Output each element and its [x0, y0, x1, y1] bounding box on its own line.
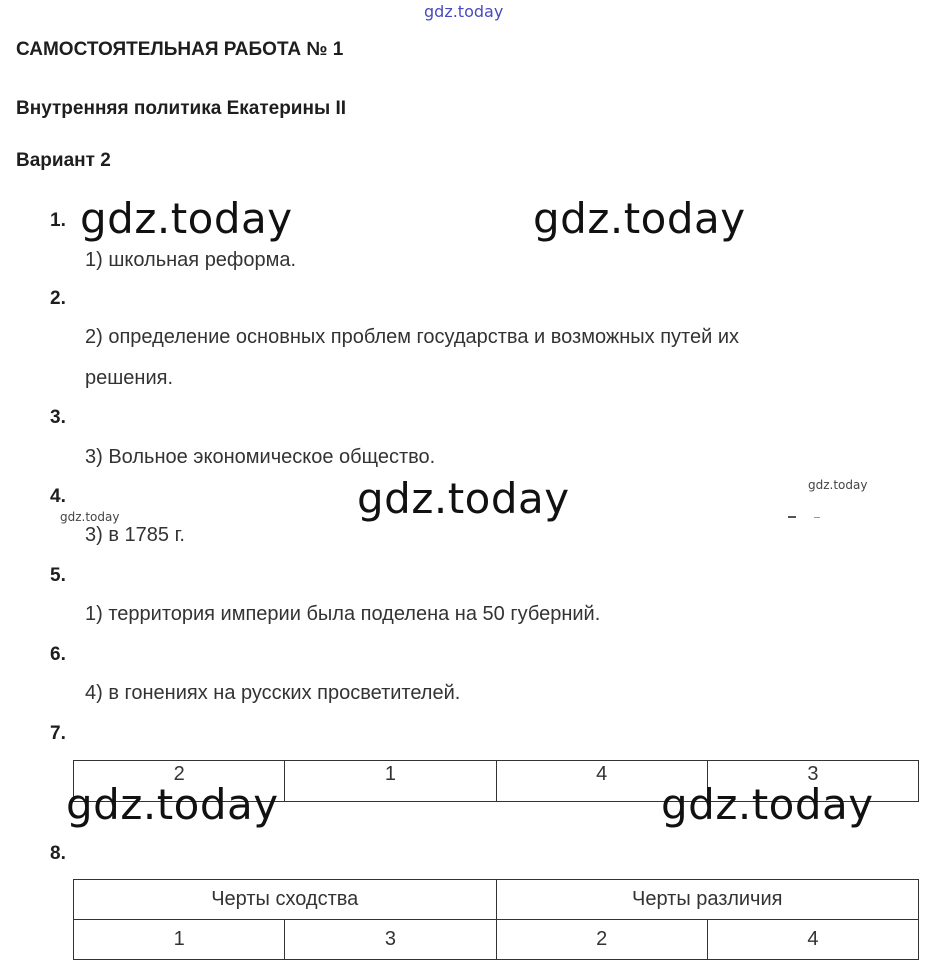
table-8-header-similarities: Черты сходства	[74, 880, 497, 920]
watermark: gdz.today	[66, 780, 279, 829]
stray-mark	[788, 516, 796, 518]
table-8-cell: 3	[285, 920, 496, 960]
table-7-cell: 2	[74, 761, 285, 802]
question-number-2: 2.	[50, 288, 66, 309]
table-7-cell: 4	[496, 761, 707, 802]
question-number-5: 5.	[50, 565, 66, 586]
watermark: gdz.today	[357, 474, 570, 523]
table-8-cell: 2	[496, 920, 707, 960]
answer-3: 3) Вольное экономическое общество.	[85, 446, 436, 468]
question-number-4: 4.	[50, 486, 66, 507]
question-number-1: 1.	[50, 210, 66, 231]
watermark-small: gdz.today	[60, 510, 120, 524]
table-7-cell: 3	[707, 761, 918, 802]
table-8-header-differences: Черты различия	[496, 880, 919, 920]
watermark: gdz.today	[661, 780, 874, 829]
watermark: gdz.today	[533, 194, 746, 243]
question-number-6: 6.	[50, 644, 66, 665]
watermark-small: gdz.today	[808, 478, 868, 492]
answer-6: 4) в гонениях на русских просветителей.	[85, 682, 461, 704]
question-number-7: 7.	[50, 723, 66, 744]
watermark: gdz.today	[80, 194, 293, 243]
variant-label: Вариант 2	[16, 150, 111, 171]
table-8-cell: 1	[74, 920, 285, 960]
watermark-top: gdz.today	[424, 2, 504, 21]
page-title: САМОСТОЯТЕЛЬНАЯ РАБОТА № 1	[16, 39, 344, 60]
question-number-3: 3.	[50, 407, 66, 428]
answer-2-line-1: 2) определение основных проблем государства и возможных путей их	[85, 326, 740, 348]
question-number-8: 8.	[50, 843, 66, 864]
page-subtitle: Внутренняя политика Екатерины II	[16, 98, 347, 119]
answer-4: 3) в 1785 г.	[85, 524, 185, 546]
answer-2-line-2: решения.	[85, 367, 174, 389]
answer-5: 1) территория империи была поделена на 50 губерний.	[85, 603, 601, 625]
table-7-cell: 1	[285, 761, 496, 802]
table-8-cell: 4	[707, 920, 918, 960]
answer-table-8	[73, 879, 919, 960]
answer-1: 1) школьная реформа.	[85, 249, 297, 271]
stray-mark	[814, 517, 820, 518]
